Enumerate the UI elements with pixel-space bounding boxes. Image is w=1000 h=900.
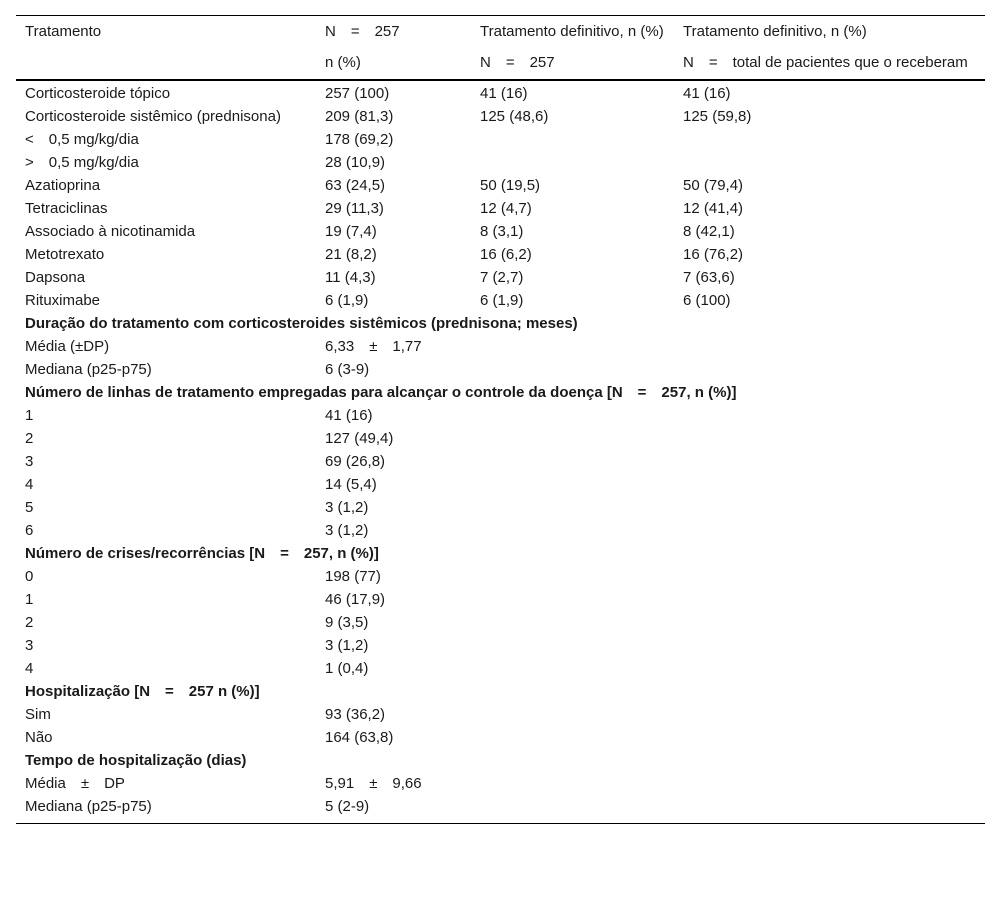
row-label: 3 xyxy=(25,637,34,654)
cell-n-total: 41 (16) xyxy=(325,407,373,424)
table-row xyxy=(16,703,985,726)
row-label: 2 xyxy=(25,614,34,631)
cell-definitive-n257 xyxy=(471,404,674,427)
row-label: Dapsona xyxy=(25,269,86,286)
cell-definitive-receivers: 12 (41,4) xyxy=(683,200,744,217)
cell-definitive-receivers xyxy=(674,565,985,588)
cell-definitive-n257 xyxy=(471,795,674,824)
cell-definitive-n257 xyxy=(471,427,674,450)
header-sub-n-percent: n (%) xyxy=(325,54,361,71)
cell-definitive-receivers: 8 (42,1) xyxy=(683,223,735,240)
table-row xyxy=(16,151,985,174)
cell-definitive-n257 xyxy=(471,358,674,381)
treatment-table xyxy=(16,15,985,824)
cell-n-total: 1 (0,4) xyxy=(325,660,369,677)
table-row xyxy=(16,611,985,634)
cell-n-total: 164 (63,8) xyxy=(325,729,394,746)
cell-definitive-receivers xyxy=(674,703,985,726)
cell-definitive-receivers xyxy=(674,795,985,824)
cell-definitive-receivers: 50 (79,4) xyxy=(683,177,744,194)
cell-definitive-n257: 16 (6,2) xyxy=(480,246,532,263)
cell-definitive-receivers xyxy=(674,473,985,496)
cell-definitive-n257: 12 (4,7) xyxy=(480,200,532,217)
cell-definitive-n257 xyxy=(471,772,674,795)
cell-n-total: 5,91 ± 9,66 xyxy=(325,775,422,792)
cell-n-total: 198 (77) xyxy=(325,568,381,585)
cell-definitive-receivers: 6 (100) xyxy=(683,292,731,309)
cell-definitive-receivers xyxy=(674,427,985,450)
table-row xyxy=(16,289,985,312)
section-heading-row xyxy=(16,381,985,404)
row-label: 5 xyxy=(25,499,34,516)
header-n-total: N = 257 xyxy=(325,23,400,40)
row-label: Associado à nicotinamida xyxy=(25,223,196,240)
cell-definitive-n257 xyxy=(471,611,674,634)
header-treatment: Tratamento xyxy=(25,23,102,40)
table-body xyxy=(16,80,985,824)
section-heading: Número de linhas de tratamento empregadas para alcançar o controle da doença [N = 257, n (%)] xyxy=(25,384,737,401)
row-label: 0 xyxy=(25,568,34,585)
header-definitive-treatment-receivers: Tratamento definitivo, n (%) xyxy=(683,23,867,40)
row-label: 4 xyxy=(25,660,34,677)
row-label: > 0,5 mg/kg/dia xyxy=(25,154,139,171)
cell-definitive-receivers xyxy=(674,128,985,151)
cell-definitive-receivers xyxy=(674,151,985,174)
header-row-2 xyxy=(16,52,985,80)
cell-definitive-n257: 6 (1,9) xyxy=(480,292,524,309)
header-sub-n-257: N = 257 xyxy=(480,54,555,71)
section-heading-row xyxy=(16,749,985,772)
table-row xyxy=(16,404,985,427)
cell-definitive-receivers: 16 (76,2) xyxy=(683,246,744,263)
header-definitive-treatment: Tratamento definitivo, n (%) xyxy=(480,23,664,40)
cell-n-total: 5 (2-9) xyxy=(325,798,370,815)
table-row xyxy=(16,795,985,824)
cell-definitive-n257 xyxy=(471,128,674,151)
cell-n-total: 14 (5,4) xyxy=(325,476,377,493)
cell-n-total: 127 (49,4) xyxy=(325,430,394,447)
table-row xyxy=(16,128,985,151)
cell-definitive-n257 xyxy=(471,450,674,473)
cell-n-total: 209 (81,3) xyxy=(325,108,394,125)
cell-definitive-receivers: 7 (63,6) xyxy=(683,269,735,286)
section-heading: Tempo de hospitalização (dias) xyxy=(25,752,247,769)
section-heading: Hospitalização [N = 257 n (%)] xyxy=(25,683,260,700)
row-label: Azatioprina xyxy=(25,177,101,194)
cell-n-total: 6 (1,9) xyxy=(325,292,369,309)
table-row xyxy=(16,496,985,519)
cell-n-total: 257 (100) xyxy=(325,85,390,102)
cell-n-total: 69 (26,8) xyxy=(325,453,386,470)
table-row xyxy=(16,197,985,220)
table-row xyxy=(16,243,985,266)
cell-definitive-receivers xyxy=(674,726,985,749)
section-heading-row xyxy=(16,542,985,565)
table-row xyxy=(16,450,985,473)
table-row xyxy=(16,80,985,105)
cell-n-total: 3 (1,2) xyxy=(325,499,369,516)
cell-definitive-n257 xyxy=(471,657,674,680)
table-row xyxy=(16,358,985,381)
row-label: 6 xyxy=(25,522,34,539)
cell-definitive-receivers xyxy=(674,772,985,795)
table-row xyxy=(16,473,985,496)
row-label: Média (±DP) xyxy=(25,338,110,355)
cell-definitive-receivers xyxy=(674,450,985,473)
row-label: Corticosteroide sistêmico (prednisona) xyxy=(25,108,281,125)
cell-n-total: 93 (36,2) xyxy=(325,706,386,723)
cell-definitive-n257 xyxy=(471,726,674,749)
cell-definitive-n257: 7 (2,7) xyxy=(480,269,524,286)
cell-definitive-receivers xyxy=(674,657,985,680)
treatment-table-container xyxy=(16,15,985,824)
table-row xyxy=(16,634,985,657)
cell-definitive-receivers xyxy=(674,611,985,634)
cell-n-total: 29 (11,3) xyxy=(325,200,384,217)
row-label: 4 xyxy=(25,476,34,493)
table-header xyxy=(16,16,985,81)
cell-definitive-receivers: 41 (16) xyxy=(683,85,731,102)
cell-n-total: 63 (24,5) xyxy=(325,177,386,194)
cell-definitive-receivers xyxy=(674,358,985,381)
cell-n-total: 6 (3-9) xyxy=(325,361,370,378)
table-row xyxy=(16,105,985,128)
cell-n-total: 178 (69,2) xyxy=(325,131,394,148)
table-row xyxy=(16,174,985,197)
cell-definitive-n257 xyxy=(471,335,674,358)
row-label: 2 xyxy=(25,430,34,447)
table-row xyxy=(16,726,985,749)
section-heading-row xyxy=(16,312,985,335)
row-label: Mediana (p25-p75) xyxy=(25,361,152,378)
row-label: Sim xyxy=(25,706,51,723)
row-label: Metotrexato xyxy=(25,246,105,263)
table-row xyxy=(16,772,985,795)
header-row-1 xyxy=(16,16,985,53)
cell-definitive-receivers xyxy=(674,519,985,542)
row-label: Não xyxy=(25,729,53,746)
row-label: Corticosteroide tópico xyxy=(25,85,171,102)
cell-definitive-n257 xyxy=(471,634,674,657)
cell-n-total: 11 (4,3) xyxy=(325,269,376,286)
cell-definitive-receivers: 125 (59,8) xyxy=(683,108,752,125)
row-label: 1 xyxy=(25,407,34,424)
cell-definitive-n257 xyxy=(471,588,674,611)
cell-definitive-n257 xyxy=(471,473,674,496)
table-row xyxy=(16,588,985,611)
cell-definitive-n257 xyxy=(471,496,674,519)
cell-n-total: 21 (8,2) xyxy=(325,246,377,263)
section-heading: Número de crises/recorrências [N = 257, n (%)] xyxy=(25,545,379,562)
row-label: Média ± DP xyxy=(25,775,125,792)
table-row xyxy=(16,427,985,450)
cell-definitive-n257: 125 (48,6) xyxy=(480,108,549,125)
cell-definitive-receivers xyxy=(674,335,985,358)
table-row xyxy=(16,657,985,680)
cell-definitive-n257: 50 (19,5) xyxy=(480,177,541,194)
cell-n-total: 9 (3,5) xyxy=(325,614,369,631)
cell-n-total: 6,33 ± 1,77 xyxy=(325,338,422,355)
cell-definitive-n257: 8 (3,1) xyxy=(480,223,524,240)
cell-definitive-receivers xyxy=(674,496,985,519)
cell-definitive-n257 xyxy=(471,565,674,588)
table-row xyxy=(16,220,985,243)
section-heading-row xyxy=(16,680,985,703)
row-label: Mediana (p25-p75) xyxy=(25,798,152,815)
cell-definitive-n257 xyxy=(471,703,674,726)
cell-definitive-receivers xyxy=(674,588,985,611)
row-label: < 0,5 mg/kg/dia xyxy=(25,131,139,148)
table-row xyxy=(16,335,985,358)
table-row xyxy=(16,565,985,588)
table-row xyxy=(16,519,985,542)
table-row xyxy=(16,266,985,289)
row-label: Rituximabe xyxy=(25,292,101,309)
cell-definitive-n257 xyxy=(471,151,674,174)
cell-n-total: 3 (1,2) xyxy=(325,637,369,654)
cell-n-total: 46 (17,9) xyxy=(325,591,386,608)
cell-n-total: 19 (7,4) xyxy=(325,223,377,240)
row-label: Tetraciclinas xyxy=(25,200,108,217)
header-sub-n-receivers: N = total de pacientes que o receberam xyxy=(683,54,968,71)
header-sub-empty xyxy=(16,52,316,80)
cell-definitive-receivers xyxy=(674,634,985,657)
cell-definitive-receivers xyxy=(674,404,985,427)
cell-n-total: 28 (10,9) xyxy=(325,154,386,171)
cell-n-total: 3 (1,2) xyxy=(325,522,369,539)
cell-definitive-n257 xyxy=(471,519,674,542)
section-heading: Duração do tratamento com corticosteroides sistêmicos (prednisona; meses) xyxy=(25,315,578,332)
row-label: 3 xyxy=(25,453,34,470)
cell-definitive-n257: 41 (16) xyxy=(480,85,528,102)
row-label: 1 xyxy=(25,591,34,608)
